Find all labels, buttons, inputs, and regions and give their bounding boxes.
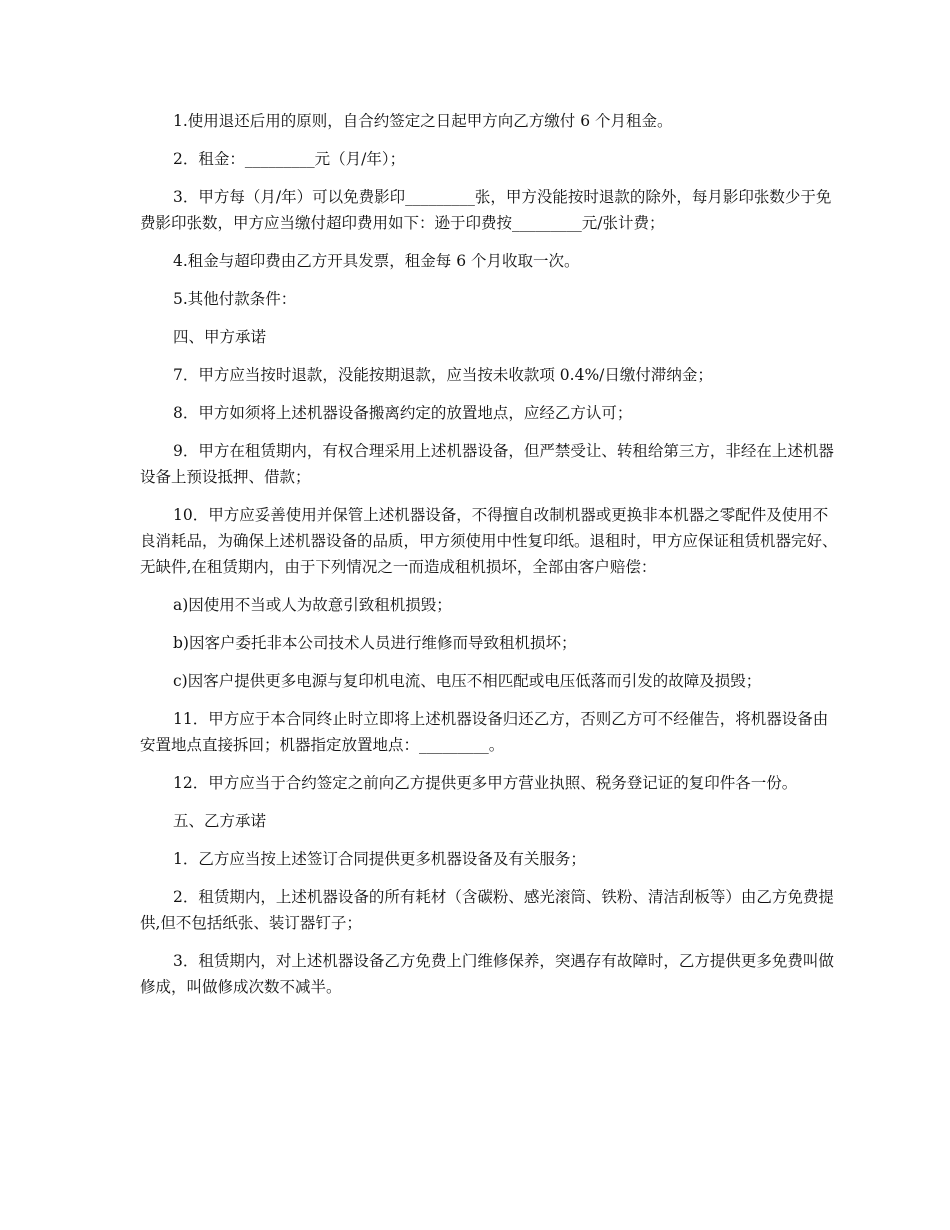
section-heading-party-b: 五、乙方承诺	[173, 812, 267, 830]
paragraph-license-copies: 12．甲方应当于合约签定之前向乙方提供更多甲方营业执照、税务登记证的复印件各一份。	[173, 774, 798, 792]
paragraph-late-fee: 7．甲方应当按时退款，没能按期退款，应当按未收款项 0.4%/日缴付滞纳金；	[173, 366, 713, 384]
section-heading-party-a: 四、甲方承诺	[173, 328, 267, 346]
paragraph-other-terms: 5.其他付款条件：	[173, 290, 297, 308]
paragraph-rent: 2．租金：_________元（月/年）；	[173, 150, 406, 168]
paragraph-free-copies: 3．甲方每（月/年）可以免费影印_________张，甲方没能按时退款的除外，每月影印张数少于免费影印张数，甲方应当缴付超印费用如下：逊于印费按_________元/张计费；	[140, 188, 832, 232]
paragraph-provide-equipment: 1．乙方应当按上述签订合同提供更多机器设备及有关服务；	[173, 850, 586, 868]
paragraph-maintenance-duty: 10．甲方应妥善使用并保管上述机器设备，不得擅自改制机器或更换非本机器之零配件及使用不良消耗品，为确保上述机器设备的品质，甲方须使用中性复印纸。退租时，甲方应保证租赁机器完好、无缺件,在租赁期内，由于下列情况之一而造成租机损坏，全部由客户赔偿：	[140, 506, 838, 576]
paragraph-consumables: 2．租赁期内，上述机器设备的所有耗材（含碳粉、感光滚筒、铁粉、清洁刮板等）由乙方免费提供,但不包括纸张、装订器钉子；	[140, 888, 834, 932]
paragraph-item-b: b)因客户委托非本公司技术人员进行维修而导致租机损坏；	[173, 634, 577, 652]
paragraph-item-c: c)因客户提供更多电源与复印机电流、电压不相匹配或电压低落而引发的故障及损毁；	[173, 672, 762, 690]
paragraph-item-a: a)因使用不当或人为故意引致租机损毁；	[173, 596, 452, 614]
paragraph-use-rights: 9．甲方在租赁期内，有权合理采用上述机器设备，但严禁受让、转租给第三方，非经在上述机器设备上预设抵押、借款；	[140, 442, 834, 486]
paragraph-relocation: 8．甲方如须将上述机器设备搬离约定的放置地点，应经乙方认可；	[173, 404, 633, 422]
paragraph-return-equipment: 11．甲方应于本合同终止时立即将上述机器设备归还乙方，否则乙方可不经催告，将机器设备由安置地点直接拆回；机器指定放置地点：_________。	[140, 710, 829, 754]
paragraph-payment-principle: 1.使用退还后用的原则，自合约签定之日起甲方向乙方缴付 6 个月租金。	[173, 112, 673, 130]
paragraph-invoice: 4.租金与超印费由乙方开具发票，租金每 6 个月收取一次。	[173, 252, 580, 270]
paragraph-repair-service: 3．租赁期内，对上述机器设备乙方免费上门维修保养，突遇存有故障时，乙方提供更多免费叫做修成，叫做修成次数不减半。	[140, 952, 834, 996]
document-body	[140, 108, 840, 1012]
